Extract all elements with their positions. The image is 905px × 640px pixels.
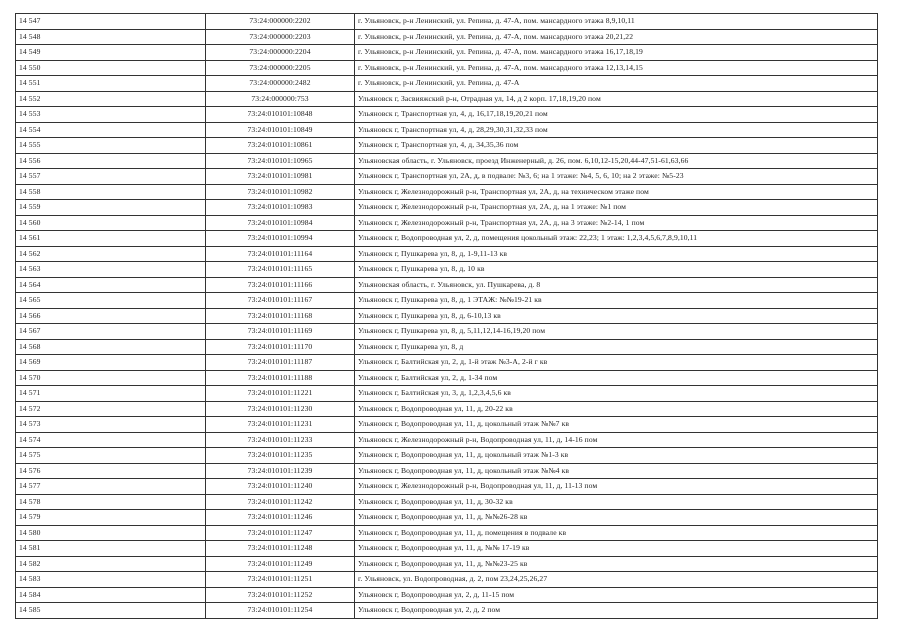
row-number-cell: 14 554 bbox=[16, 122, 206, 138]
address-cell: Ульяновск г, Водопроводная ул, 2, д, 11-15 пом bbox=[355, 587, 878, 603]
cadastral-number-cell: 73:24:010101:11249 bbox=[206, 556, 355, 572]
table-row bbox=[16, 324, 878, 340]
address-cell: Ульяновск г, Железнодорожный р-н, Транспортная ул, 2А, д, на 3 этаже: №2-14, 1 пом bbox=[355, 215, 878, 231]
table-row bbox=[16, 14, 878, 30]
row-number-cell: 14 564 bbox=[16, 277, 206, 293]
table-row bbox=[16, 510, 878, 526]
address-cell: Ульяновск г, Водопроводная ул, 11, д, №№23-25 кв bbox=[355, 556, 878, 572]
address-cell: Ульяновск г, Балтийская ул, 2, д, 1-й этаж №3-А, 2-й г кв bbox=[355, 355, 878, 371]
row-number-cell: 14 572 bbox=[16, 401, 206, 417]
address-cell: Ульяновск г, Железнодорожный р-н, Транспортная ул, 2А, д, на 1 этаже: №1 пом bbox=[355, 200, 878, 216]
address-cell: г. Ульяновск, р-н Ленинский, ул. Репина, д. 47-А, пом. мансардного этажа 20,21,22 bbox=[355, 29, 878, 45]
table-row bbox=[16, 231, 878, 247]
cadastral-number-cell: 73:24:010101:11254 bbox=[206, 603, 355, 619]
row-number-cell: 14 553 bbox=[16, 107, 206, 123]
address-cell: г. Ульяновск, р-н Ленинский, ул. Репина, д. 47-А, пом. мансардного этажа 12,13,14,15 bbox=[355, 60, 878, 76]
table-row bbox=[16, 401, 878, 417]
cadastral-number-cell: 73:24:010101:11252 bbox=[206, 587, 355, 603]
cadastral-number-cell: 73:24:010101:11239 bbox=[206, 463, 355, 479]
cadastral-number-cell: 73:24:010101:11164 bbox=[206, 246, 355, 262]
address-cell: Ульяновск г, Водопроводная ул, 2, д, 2 пом bbox=[355, 603, 878, 619]
cadastral-number-cell: 73:24:010101:10984 bbox=[206, 215, 355, 231]
row-number-cell: 14 570 bbox=[16, 370, 206, 386]
cadastral-number-cell: 73:24:010101:11235 bbox=[206, 448, 355, 464]
row-number-cell: 14 580 bbox=[16, 525, 206, 541]
table-row bbox=[16, 355, 878, 371]
address-cell: г. Ульяновск, ул. Водопроводная, д. 2, пом 23,24,25,26,27 bbox=[355, 572, 878, 588]
cadastral-number-cell: 73:24:000000:2203 bbox=[206, 29, 355, 45]
table-row bbox=[16, 215, 878, 231]
address-cell: Ульяновск г, Транспортная ул, 4, д, 16,17,18,19,20,21 пом bbox=[355, 107, 878, 123]
row-number-cell: 14 556 bbox=[16, 153, 206, 169]
table-row bbox=[16, 603, 878, 619]
cadastral-number-cell: 73:24:010101:11248 bbox=[206, 541, 355, 557]
row-number-cell: 14 568 bbox=[16, 339, 206, 355]
address-cell: Ульяновск г, Водопроводная ул, 11, д, цокольный этаж №№7 кв bbox=[355, 417, 878, 433]
row-number-cell: 14 563 bbox=[16, 262, 206, 278]
row-number-cell: 14 548 bbox=[16, 29, 206, 45]
cadastral-number-cell: 73:24:010101:11246 bbox=[206, 510, 355, 526]
table-row bbox=[16, 122, 878, 138]
cadastral-number-cell: 73:24:010101:10849 bbox=[206, 122, 355, 138]
address-cell: Ульяновск г, Водопроводная ул, 11, д, цокольный этаж №№4 кв bbox=[355, 463, 878, 479]
table-row bbox=[16, 541, 878, 557]
row-number-cell: 14 585 bbox=[16, 603, 206, 619]
cadastral-number-cell: 73:24:010101:11165 bbox=[206, 262, 355, 278]
row-number-cell: 14 557 bbox=[16, 169, 206, 185]
row-number-cell: 14 565 bbox=[16, 293, 206, 309]
table-row bbox=[16, 587, 878, 603]
row-number-cell: 14 582 bbox=[16, 556, 206, 572]
address-cell: Ульяновск г, Водопроводная ул, 11, д, 20-22 кв bbox=[355, 401, 878, 417]
row-number-cell: 14 576 bbox=[16, 463, 206, 479]
table-row bbox=[16, 308, 878, 324]
cadastral-number-cell: 73:24:010101:11187 bbox=[206, 355, 355, 371]
address-cell: Ульяновск г, Пушкарева ул, 8, д, 1-9,11-13 кв bbox=[355, 246, 878, 262]
cadastral-number-cell: 73:24:010101:11166 bbox=[206, 277, 355, 293]
row-number-cell: 14 577 bbox=[16, 479, 206, 495]
row-number-cell: 14 551 bbox=[16, 76, 206, 92]
cadastral-number-cell: 73:24:010101:11170 bbox=[206, 339, 355, 355]
cadastral-number-cell: 73:24:010101:11233 bbox=[206, 432, 355, 448]
table-row bbox=[16, 417, 878, 433]
cadastral-number-cell: 73:24:010101:10981 bbox=[206, 169, 355, 185]
table-row bbox=[16, 60, 878, 76]
row-number-cell: 14 562 bbox=[16, 246, 206, 262]
address-cell: г. Ульяновск, р-н Ленинский, ул. Репина, д. 47-А bbox=[355, 76, 878, 92]
table-row bbox=[16, 45, 878, 61]
cadastral-number-cell: 73:24:010101:10848 bbox=[206, 107, 355, 123]
table-row bbox=[16, 76, 878, 92]
row-number-cell: 14 567 bbox=[16, 324, 206, 340]
registry-table-page bbox=[15, 13, 878, 619]
address-cell: Ульяновск г, Пушкарева ул, 8, д bbox=[355, 339, 878, 355]
address-cell: Ульяновск г, Водопроводная ул, 11, д, помещения в подвале кв bbox=[355, 525, 878, 541]
address-cell: Ульяновск г, Засвияжский р-н, Отрадная ул, 14, д 2 корп. 17,18,19,20 пом bbox=[355, 91, 878, 107]
cadastral-number-cell: 73:24:010101:11240 bbox=[206, 479, 355, 495]
cadastral-number-cell: 73:24:000000:2482 bbox=[206, 76, 355, 92]
cadastral-number-cell: 73:24:010101:11251 bbox=[206, 572, 355, 588]
row-number-cell: 14 574 bbox=[16, 432, 206, 448]
row-number-cell: 14 583 bbox=[16, 572, 206, 588]
cadastral-number-cell: 73:24:010101:10994 bbox=[206, 231, 355, 247]
cadastral-number-cell: 73:24:010101:11242 bbox=[206, 494, 355, 510]
table-row bbox=[16, 386, 878, 402]
address-cell: Ульяновск г, Водопроводная ул, 11, д, цокольный этаж №1-3 кв bbox=[355, 448, 878, 464]
table-row bbox=[16, 463, 878, 479]
address-cell: Ульяновск г, Балтийская ул, 2, д, 1-34 пом bbox=[355, 370, 878, 386]
row-number-cell: 14 578 bbox=[16, 494, 206, 510]
row-number-cell: 14 581 bbox=[16, 541, 206, 557]
table-row bbox=[16, 107, 878, 123]
row-number-cell: 14 571 bbox=[16, 386, 206, 402]
address-cell: Ульяновск г, Пушкарева ул, 8, д, 6-10,13 кв bbox=[355, 308, 878, 324]
address-cell: Ульяновск г, Транспортная ул, 2А, д, в подвале: №3, 6; на 1 этаже: №4, 5, 6, 10; на 2 этаже: №5-23 bbox=[355, 169, 878, 185]
table-row bbox=[16, 184, 878, 200]
table-row bbox=[16, 494, 878, 510]
row-number-cell: 14 550 bbox=[16, 60, 206, 76]
address-cell: Ульяновск г, Водопроводная ул, 2, д, помещения цокольный этаж: 22,23; 1 этаж: 1,2,3,4,5,6,7,8,9,10,11 bbox=[355, 231, 878, 247]
table-row bbox=[16, 293, 878, 309]
address-cell: Ульяновск г, Железнодорожный р-н, Транспортная ул, 2А, д, на техническом этаже пом bbox=[355, 184, 878, 200]
cadastral-number-cell: 73:24:000000:2204 bbox=[206, 45, 355, 61]
address-cell: Ульяновск г, Пушкарева ул, 8, д, 1 ЭТАЖ: №№19-21 кв bbox=[355, 293, 878, 309]
row-number-cell: 14 579 bbox=[16, 510, 206, 526]
address-cell: Ульяновск г, Железнодорожный р-н, Водопроводная ул, 11, д, 11-13 пом bbox=[355, 479, 878, 495]
table-row bbox=[16, 153, 878, 169]
row-number-cell: 14 547 bbox=[16, 14, 206, 30]
registry-table bbox=[15, 13, 878, 619]
cadastral-number-cell: 73:24:010101:10861 bbox=[206, 138, 355, 154]
registry-table-body bbox=[16, 14, 878, 619]
cadastral-number-cell: 73:24:000000:2205 bbox=[206, 60, 355, 76]
cadastral-number-cell: 73:24:010101:10982 bbox=[206, 184, 355, 200]
cadastral-number-cell: 73:24:010101:11169 bbox=[206, 324, 355, 340]
table-row bbox=[16, 432, 878, 448]
address-cell: Ульяновск г, Железнодорожный р-н, Водопроводная ул, 11, д, 14-16 пом bbox=[355, 432, 878, 448]
cadastral-number-cell: 73:24:010101:11188 bbox=[206, 370, 355, 386]
cadastral-number-cell: 73:24:000000:753 bbox=[206, 91, 355, 107]
address-cell: Ульяновск г, Пушкарева ул, 8, д, 5,11,12,14-16,19,20 пом bbox=[355, 324, 878, 340]
row-number-cell: 14 558 bbox=[16, 184, 206, 200]
table-row bbox=[16, 138, 878, 154]
table-row bbox=[16, 91, 878, 107]
table-row bbox=[16, 448, 878, 464]
row-number-cell: 14 584 bbox=[16, 587, 206, 603]
table-row bbox=[16, 200, 878, 216]
row-number-cell: 14 566 bbox=[16, 308, 206, 324]
table-row bbox=[16, 339, 878, 355]
table-row bbox=[16, 246, 878, 262]
cadastral-number-cell: 73:24:010101:10965 bbox=[206, 153, 355, 169]
cadastral-number-cell: 73:24:010101:11230 bbox=[206, 401, 355, 417]
address-cell: Ульяновск г, Водопроводная ул, 11, д, №№ 17-19 кв bbox=[355, 541, 878, 557]
cadastral-number-cell: 73:24:010101:10983 bbox=[206, 200, 355, 216]
cadastral-number-cell: 73:24:010101:11247 bbox=[206, 525, 355, 541]
address-cell: г. Ульяновск, р-н Ленинский, ул. Репина, д. 47-А, пом. мансардного этажа 8,9,10,11 bbox=[355, 14, 878, 30]
table-row bbox=[16, 572, 878, 588]
table-row bbox=[16, 277, 878, 293]
row-number-cell: 14 555 bbox=[16, 138, 206, 154]
table-row bbox=[16, 370, 878, 386]
address-cell: Ульяновская область, г. Ульяновск, проезд Инженерный, д. 26, пом. 6,10,12-15,20,44-47,51-61,63,66 bbox=[355, 153, 878, 169]
cadastral-number-cell: 73:24:010101:11168 bbox=[206, 308, 355, 324]
address-cell: Ульяновск г, Водопроводная ул, 11, д, №№26-28 кв bbox=[355, 510, 878, 526]
cadastral-number-cell: 73:24:010101:11231 bbox=[206, 417, 355, 433]
row-number-cell: 14 559 bbox=[16, 200, 206, 216]
row-number-cell: 14 575 bbox=[16, 448, 206, 464]
row-number-cell: 14 552 bbox=[16, 91, 206, 107]
address-cell: Ульяновск г, Пушкарева ул, 8, д, 10 кв bbox=[355, 262, 878, 278]
row-number-cell: 14 549 bbox=[16, 45, 206, 61]
address-cell: Ульяновск г, Водопроводная ул, 11, д, 30-32 кв bbox=[355, 494, 878, 510]
address-cell: г. Ульяновск, р-н Ленинский, ул. Репина, д. 47-А, пом. мансардного этажа 16,17,18,19 bbox=[355, 45, 878, 61]
table-row bbox=[16, 525, 878, 541]
table-row bbox=[16, 479, 878, 495]
table-row bbox=[16, 29, 878, 45]
cadastral-number-cell: 73:24:010101:11221 bbox=[206, 386, 355, 402]
row-number-cell: 14 573 bbox=[16, 417, 206, 433]
address-cell: Ульяновск г, Транспортная ул, 4, д, 34,35,36 пом bbox=[355, 138, 878, 154]
row-number-cell: 14 560 bbox=[16, 215, 206, 231]
table-row bbox=[16, 556, 878, 572]
table-row bbox=[16, 169, 878, 185]
cadastral-number-cell: 73:24:000000:2202 bbox=[206, 14, 355, 30]
address-cell: Ульяновск г, Балтийская ул, 3, д, 1,2,3,4,5,6 кв bbox=[355, 386, 878, 402]
table-row bbox=[16, 262, 878, 278]
address-cell: Ульяновская область, г. Ульяновск, ул. Пушкарева, д. 8 bbox=[355, 277, 878, 293]
cadastral-number-cell: 73:24:010101:11167 bbox=[206, 293, 355, 309]
row-number-cell: 14 561 bbox=[16, 231, 206, 247]
row-number-cell: 14 569 bbox=[16, 355, 206, 371]
address-cell: Ульяновск г, Транспортная ул, 4, д, 28,29,30,31,32,33 пом bbox=[355, 122, 878, 138]
